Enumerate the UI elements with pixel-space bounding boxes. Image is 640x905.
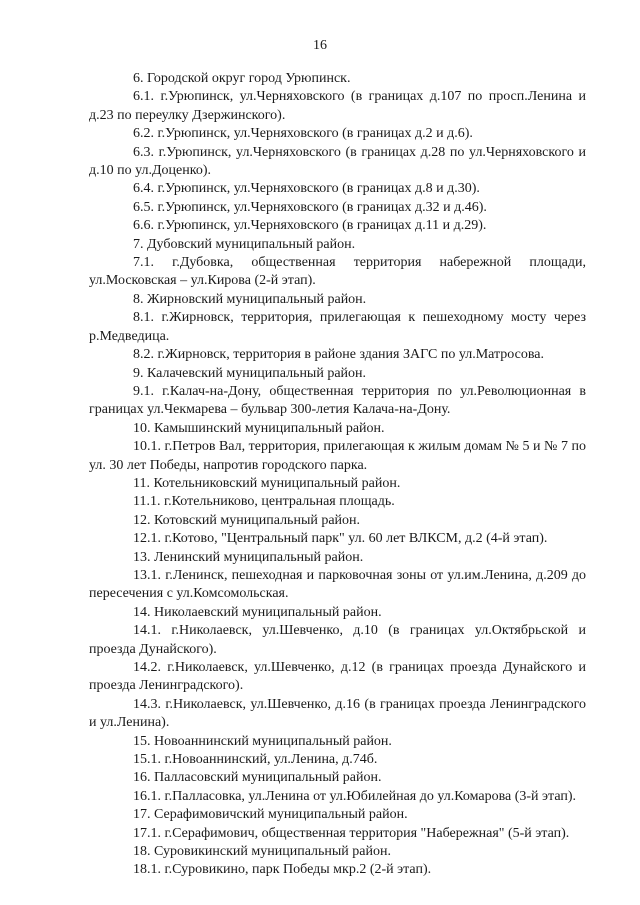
paragraph: 12.1. г.Котово, "Центральный парк" ул. 60 лет ВЛКСМ, д.2 (4-й этап). [133, 531, 548, 547]
paragraph: 11. Котельниковский муниципальный район. [133, 475, 401, 491]
paragraph: 10.1. г.Петров Вал, территория, прилегающая к жилым домам № 5 и № 7 по ул. 30 лет Победы, напротив городского парка. [89, 439, 586, 473]
paragraph: 15.1. г.Новоаннинский, ул.Ленина, д.74б. [133, 752, 378, 768]
paragraph: 6.2. г.Урюпинск, ул.Черняховского (в границах д.2 и д.6). [133, 126, 473, 142]
paragraph: 13. Ленинский муниципальный район. [133, 549, 364, 565]
paragraph: 16.1. г.Палласовка, ул.Ленина от ул.Юбилейная до ул.Комарова (3-й этап). [133, 788, 577, 804]
paragraph: 6.1. г.Урюпинск, ул.Черняховского (в границах д.107 по просп.Ленина и д.23 по переулку Дзержинского). [89, 89, 586, 123]
paragraph: 17. Серафимовичский муниципальный район. [133, 807, 408, 823]
paragraph: 6.5. г.Урюпинск, ул.Черняховского (в границах д.32 и д.46). [133, 199, 487, 215]
paragraph: 15. Новоаннинский муниципальный район. [133, 733, 392, 749]
paragraph: 6.4. г.Урюпинск, ул.Черняховского (в границах д.8 и д.30). [133, 181, 480, 197]
paragraph: 6.6. г.Урюпинск, ул.Черняховского (в границах д.11 и д.29). [133, 218, 487, 234]
paragraph: 16. Палласовский муниципальный район. [133, 770, 382, 786]
paragraph: 9. Калачевский муниципальный район. [133, 365, 367, 381]
paragraph: 14.2. г.Николаевск, ул.Шевченко, д.12 (в границах проезда Дунайского и проезда Ленинградского). [89, 660, 586, 694]
paragraph: 7.1. г.Дубовка, общественная территория набережной площади, ул.Московская – ул.Кирова (2-й этап). [89, 255, 586, 289]
paragraph: 8. Жирновский муниципальный район. [133, 291, 367, 307]
paragraph: 6.3. г.Урюпинск, ул.Черняховского (в границах д.28 по ул.Черняховского и д.10 по ул.Доценко). [89, 144, 586, 179]
paragraph: 13.1. г.Ленинск, пешеходная и парковочная зоны от ул.им.Ленина, д.209 до пересечения с ул.Комсомольская. [89, 567, 586, 602]
paragraph: 18.1. г.Суровикино, парк Победы мкр.2 (2-й этап). [133, 862, 432, 878]
paragraph: 17.1. г.Серафимович, общественная территория "Набережная" (5-й этап). [133, 825, 570, 841]
paragraph: 7. Дубовский муниципальный район. [133, 236, 356, 252]
paragraph: 6. Городской округ город Урюпинск. [133, 71, 351, 86]
paragraph: 14. Николаевский муниципальный район. [133, 604, 382, 620]
paragraph: 8.1. г.Жирновск, территория, прилегающая к пешеходному мосту через р.Медведица. [89, 310, 586, 344]
paragraph: 14.1. г.Николаевск, ул.Шевченко, д.10 (в границах ул.Октябрьской и проезда Дунайского). [89, 623, 586, 657]
paragraph: 12. Котовский муниципальный район. [133, 512, 361, 528]
paragraph: 9.1. г.Калач-на-Дону, общественная территория по ул.Революционная в границах ул.Чекмарева – бульвар 300-летия Калача-на-Дону. [89, 383, 586, 418]
paragraph: 14.3. г.Николаевск, ул.Шевченко, д.16 (в границах проезда Ленинградского и ул.Ленина). [89, 696, 586, 731]
paragraph: 18. Суровикинский муниципальный район. [133, 844, 391, 860]
document-body [89, 70, 586, 880]
paragraph: 10. Камышинский муниципальный район. [133, 420, 385, 436]
paragraph: 8.2. г.Жирновск, территория в районе здания ЗАГС по ул.Матросова. [133, 347, 545, 363]
paragraph: 11.1. г.Котельниково, центральная площадь. [133, 494, 395, 510]
page-number: 16 [313, 38, 327, 53]
